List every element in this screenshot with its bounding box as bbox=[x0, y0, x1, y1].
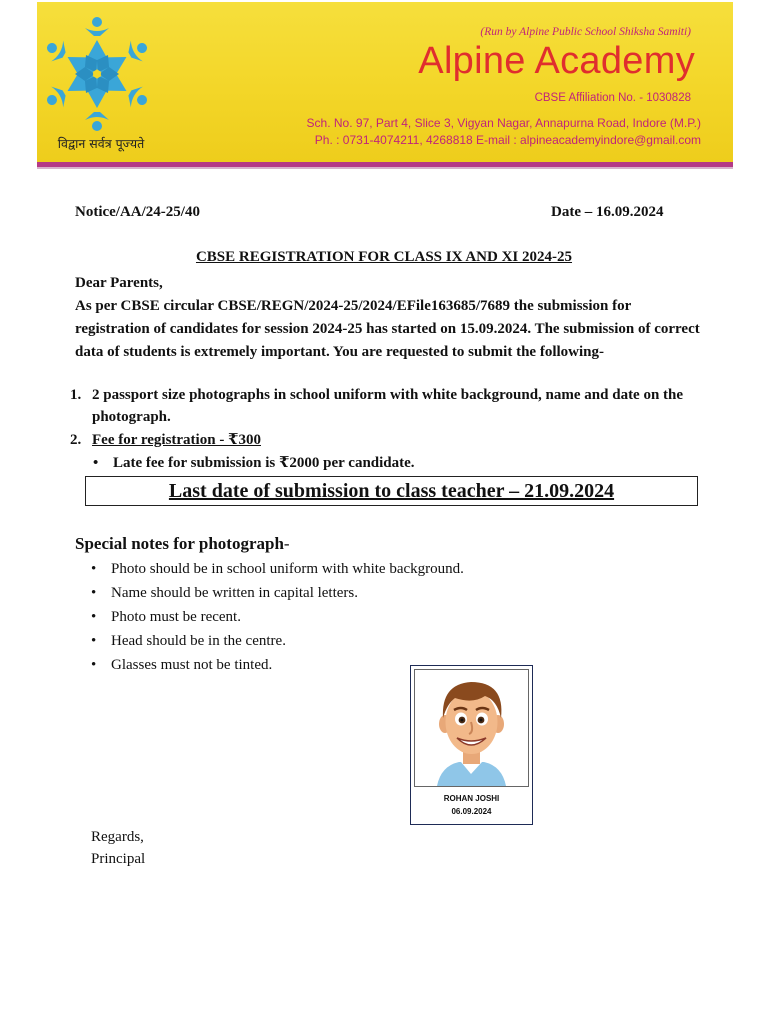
photo-notes-heading-text: Special notes for photograph bbox=[75, 534, 284, 553]
bullet-icon: • bbox=[93, 455, 99, 471]
notice-body bbox=[75, 272, 700, 364]
list-item bbox=[91, 657, 272, 674]
school-motto: विद्वान सर्वत्र पूज्यते bbox=[57, 136, 145, 151]
school-contact: Ph. : 0731-4074211, 4268818 E-mail : alpineacademyindore@gmail.com bbox=[314, 133, 701, 147]
list-item-number: 1. bbox=[70, 387, 82, 403]
notice-date: Date – 16.09.2024 bbox=[551, 204, 664, 220]
list-item bbox=[91, 609, 241, 626]
deadline-text: Last date of submission to class teacher – 21.09.2024 bbox=[168, 480, 615, 502]
body-paragraph: As per CBSE circular CBSE/REGN/2024-25/2024/EFile163685/7689 the submission for registration of candidates for session 2024-25 has started on 15.09.2024. The submission of correct data of students is extremely important. You are requested to submit the following- bbox=[75, 298, 700, 360]
list-item bbox=[91, 585, 358, 602]
managing-body-line: (Run by Alpine Public School Shiksha Samiti) bbox=[480, 26, 691, 38]
notice-subject: CBSE REGISTRATION FOR CLASS IX AND XI 2024-25 bbox=[195, 249, 573, 265]
bullet-icon: • bbox=[91, 633, 97, 649]
list-item bbox=[91, 633, 286, 650]
list-item bbox=[91, 561, 464, 578]
late-fee-note bbox=[93, 453, 415, 472]
list-item-number: 2. bbox=[70, 432, 82, 448]
school-name: Alpine Academy bbox=[418, 40, 695, 82]
photo-date: 06.09.2024 bbox=[451, 807, 492, 816]
late-fee-text: Late fee for submission is ₹2000 per candidate. bbox=[113, 455, 415, 471]
salutation: Dear Parents, bbox=[75, 275, 163, 291]
bullet-icon: • bbox=[91, 609, 97, 625]
affiliation-number: CBSE Affiliation No. - 1030828 bbox=[534, 92, 691, 104]
bullet-icon: • bbox=[91, 561, 97, 577]
student-portrait-icon bbox=[415, 670, 528, 786]
bullet-icon: • bbox=[91, 657, 97, 673]
photo-notes-heading bbox=[75, 534, 290, 554]
photo-notes-heading-suffix: - bbox=[283, 534, 290, 553]
school-address: Sch. No. 97, Part 4, Slice 3, Vigyan Nagar, Annapurna Road, Indore (M.P.) bbox=[306, 116, 701, 130]
signatory: Principal bbox=[91, 851, 146, 867]
note-text: Photo must be recent. bbox=[111, 609, 241, 625]
sample-photo bbox=[414, 669, 529, 787]
bullet-icon: • bbox=[91, 585, 97, 601]
photo-student-name: ROHAN JOSHI bbox=[443, 794, 500, 803]
note-text: Glasses must not be tinted. bbox=[111, 657, 273, 673]
school-logo-icon bbox=[37, 12, 157, 132]
notice-number: Notice/AA/24-25/40 bbox=[75, 204, 200, 220]
note-text: Head should be in the centre. bbox=[111, 633, 286, 649]
list-item-text: Fee for registration - ₹300 bbox=[92, 432, 261, 448]
sample-photo-card bbox=[410, 665, 533, 825]
note-text: Photo should be in school uniform with white background. bbox=[111, 561, 464, 577]
list-item-text: 2 passport size photographs in school uniform with white background, name and date on the photograph. bbox=[92, 387, 684, 425]
note-text: Name should be written in capital letters. bbox=[111, 585, 359, 601]
deadline-box bbox=[85, 476, 698, 506]
closing-regards: Regards, bbox=[91, 829, 144, 845]
letterhead bbox=[37, 2, 733, 167]
